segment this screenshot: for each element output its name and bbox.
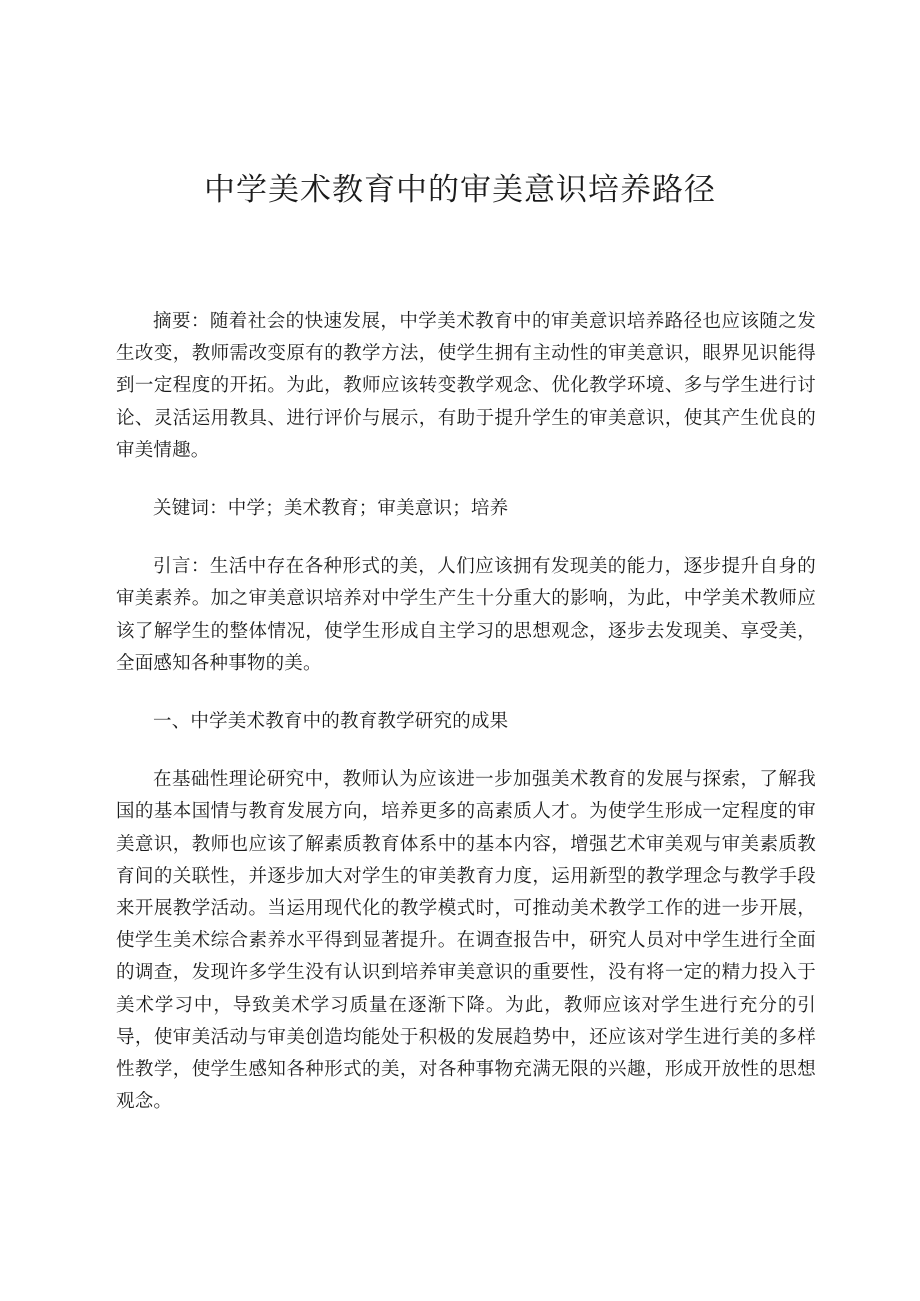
paragraph-spacer [116,525,816,551]
paragraph-spacer [116,467,816,493]
section-heading: 一、中学美术教育中的教育教学研究的成果 [153,711,509,733]
section-body-paragraph: 在基础性理论研究中，教师认为应该进一步加强美术教育的发展与探索，了解我国的基本国情与教育发展方向，培养更多的高素质人才。为使学生形成一定程度的审美意识，教师也应该了解素质教育体系中的基本内容，增强艺术审美观与审美素质教育间的关联性，并逐步加大对学生的审美教育力度，运用新型的教学理念与教学手段来开展教学活动。当运用现代化的教学模式时，可推动美术教学工作的进一步开展，使学生美术综合素养水平得到显著提升。在调查报告中，研究人员对中学生进行全面的调查，发现许多学生没有认识到培养审美意识的重要性，没有将一定的精力投入于美术学习中，导致美术学习质量在逐渐下降。为此，教师应该对学生进行充分的引导，使审美活动与审美创造均能处于积极的发展趋势中，还应该对学生进行美的多样性教学，使学生感知各种形式的美，对各种事物充满无限的兴趣，形成开放性的思想观念。 [116,769,816,1113]
document-body [116,306,816,1118]
paragraph-spacer [116,680,816,706]
abstract-paragraph: 摘要：随着社会的快速发展，中学美术教育中的审美意识培养路径也应该随之发生改变，教师需改变原有的教学方法，使学生拥有主动性的审美意识，眼界见识能得到一定程度的开拓。为此，教师应该转变教学观念、优化教学环境、多与学生进行讨论、灵活运用教具、进行评价与展示，有助于提升学生的审美意识，使其产生优良的审美情趣。 [116,311,816,461]
document-title: 中学美术教育中的审美意识培养路径 [204,172,716,208]
paragraph-spacer [116,738,816,764]
introduction-paragraph: 引言：生活中存在各种形式的美，人们应该拥有发现美的能力，逐步提升自身的审美素养。加之审美意识培养对中学生产生十分重大的影响，为此，中学美术教师应该了解学生的整体情况，使学生形成自主学习的思想观念，逐步去发现美、享受美，全面感知各种事物的美。 [116,556,816,674]
keywords-paragraph: 关键词：中学；美术教育；审美意识；培养 [153,498,509,520]
